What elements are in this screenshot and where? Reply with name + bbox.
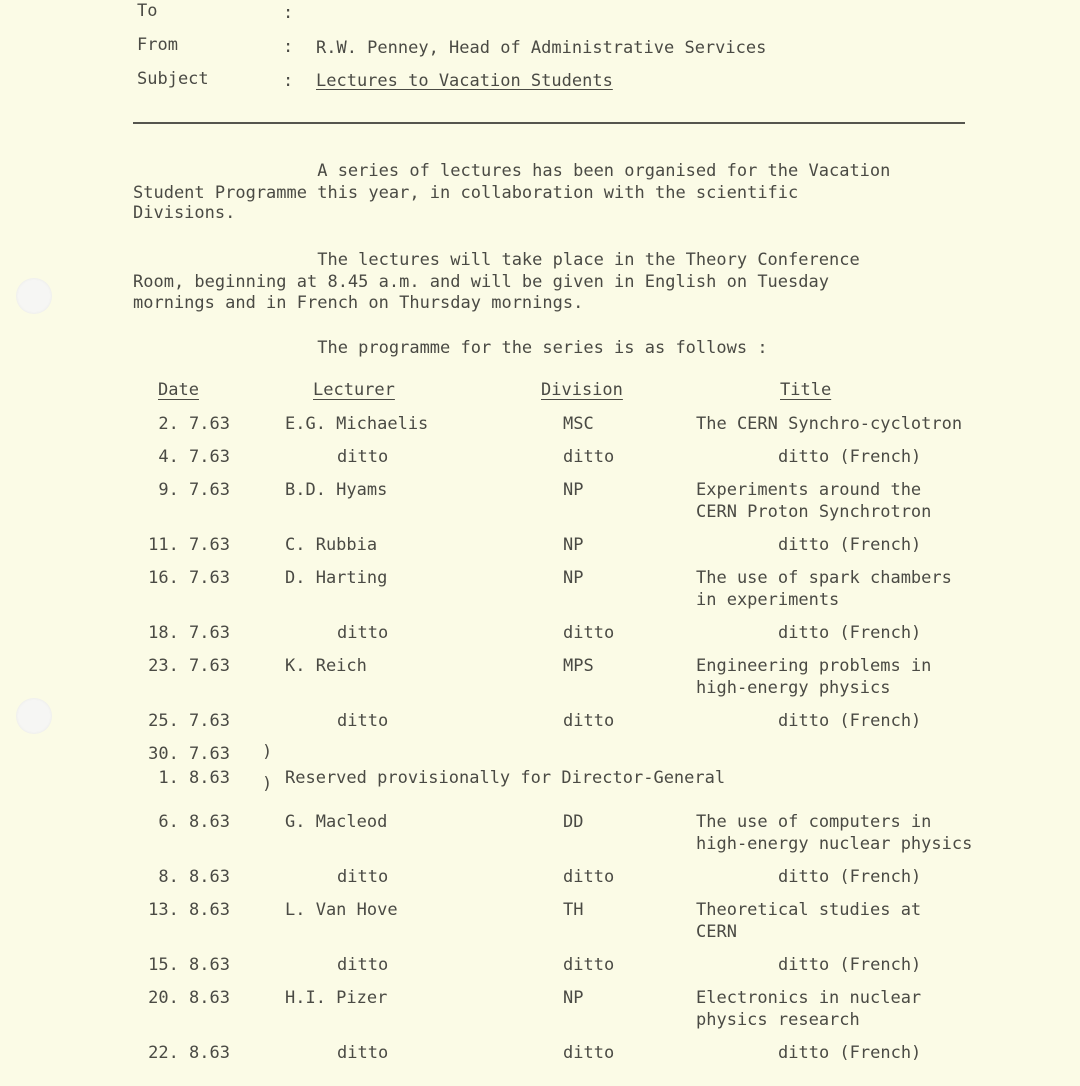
row-lecturer: D. Harting <box>285 568 388 588</box>
row-title: ditto (French) <box>778 711 922 731</box>
row-division: ditto <box>563 623 615 643</box>
row-title: The CERN Synchro-cyclotron <box>696 414 963 434</box>
para2-line2: Room, beginning at 8.45 a.m. and will be given in English on Tuesday <box>133 272 829 292</box>
row-date: 8. 8.63 <box>158 867 230 887</box>
row-division: DD <box>563 812 584 832</box>
row-division: ditto <box>563 955 615 975</box>
para3: The programme for the series is as follows : <box>133 338 768 358</box>
row-title: ditto (French) <box>778 623 922 643</box>
para2-line1: The lectures will take place in the Theory Conference <box>133 250 860 270</box>
row-title-cont: physics research <box>696 1010 860 1030</box>
row-lecturer: ditto <box>337 447 389 467</box>
row-division: TH <box>563 900 584 920</box>
row-title-cont: in experiments <box>696 590 840 610</box>
row-title: ditto (French) <box>778 447 922 467</box>
row-date: 1. 8.63 <box>158 768 230 788</box>
row-division: ditto <box>563 867 615 887</box>
row-lecturer: E.G. Michaelis <box>285 414 429 434</box>
para1-line3: Divisions. <box>133 203 236 223</box>
row-lecturer: G. Macleod <box>285 812 388 832</box>
row-lecturer: ditto <box>337 623 389 643</box>
row-date: 22. 8.63 <box>148 1043 230 1063</box>
row-date: 30. 7.63 <box>148 744 230 764</box>
row-date: 13. 8.63 <box>148 900 230 920</box>
from-value: R.W. Penney, Head of Administrative Services <box>316 38 767 58</box>
table-row <box>0 811 1080 855</box>
row-title-cont: high-energy physics <box>696 678 891 698</box>
para1-line2: Student Programme this year, in collaboration with the scientific <box>133 183 799 203</box>
row-lecturer: H.I. Pizer <box>285 988 388 1008</box>
header-division: Division <box>541 380 623 400</box>
row-division: ditto <box>563 447 615 467</box>
row-lecturer: ditto <box>337 867 389 887</box>
row-title: Theoretical studies at <box>696 900 922 920</box>
punch-hole-top <box>16 278 52 314</box>
row-date: 4. 7.63 <box>158 447 230 467</box>
row-title-cont: CERN <box>696 922 737 942</box>
row-title-cont: CERN Proton Synchrotron <box>696 502 932 522</box>
row-date: 9. 7.63 <box>158 480 230 500</box>
subject-colon: : <box>283 71 294 91</box>
table-row <box>0 479 1080 523</box>
row-title: The use of spark chambers <box>696 568 952 588</box>
header-lecturer: Lecturer <box>313 380 395 400</box>
row-title: Engineering problems in <box>696 656 932 676</box>
row-title: ditto (French) <box>778 955 922 975</box>
row-date: 23. 7.63 <box>148 656 230 676</box>
row-division: ditto <box>563 1043 615 1063</box>
header-title: Title <box>780 380 832 400</box>
row-date: 11. 7.63 <box>148 535 230 555</box>
to-label: To <box>137 1 158 21</box>
row-division: NP <box>563 568 584 588</box>
row-date: 16. 7.63 <box>148 568 230 588</box>
row-title: ditto (French) <box>778 535 922 555</box>
row-date: 15. 8.63 <box>148 955 230 975</box>
row-division: ditto <box>563 711 615 731</box>
row-title: ditto (French) <box>778 867 922 887</box>
row-date: 18. 7.63 <box>148 623 230 643</box>
row-lecturer: ditto <box>337 955 389 975</box>
header-divider <box>133 122 965 124</box>
row-date: 6. 8.63 <box>158 812 230 832</box>
table-row <box>0 899 1080 943</box>
row-division: NP <box>563 480 584 500</box>
bracket-close: ) <box>262 774 273 794</box>
row-lecturer: Reserved provisionally for Director-General <box>285 768 726 788</box>
para2-line3: mornings and in French on Thursday mornings. <box>133 293 584 313</box>
row-lecturer: C. Rubbia <box>285 535 378 555</box>
row-title: Experiments around the <box>696 480 922 500</box>
row-lecturer: B.D. Hyams <box>285 480 388 500</box>
row-division: MPS <box>563 656 594 676</box>
table-row <box>0 1042 1080 1086</box>
row-lecturer: L. Van Hove <box>285 900 398 920</box>
table-row <box>0 655 1080 699</box>
from-colon: : <box>283 37 294 57</box>
row-date: 25. 7.63 <box>148 711 230 731</box>
from-label: From <box>137 35 178 55</box>
row-title: Electronics in nuclear <box>696 988 922 1008</box>
para1-line1: A series of lectures has been organised for the Vacation <box>133 161 891 181</box>
row-lecturer: ditto <box>337 1043 389 1063</box>
bracket-open: ) <box>262 742 273 762</box>
subject-label: Subject <box>137 69 209 89</box>
to-colon: : <box>283 3 294 23</box>
row-lecturer: K. Reich <box>285 656 367 676</box>
row-division: NP <box>563 988 584 1008</box>
row-date: 20. 8.63 <box>148 988 230 1008</box>
row-lecturer: ditto <box>337 711 389 731</box>
row-title-cont: high-energy nuclear physics <box>696 834 973 854</box>
row-division: MSC <box>563 414 594 434</box>
table-row <box>0 987 1080 1031</box>
row-title: ditto (French) <box>778 1043 922 1063</box>
table-row <box>0 567 1080 611</box>
row-date: 2. 7.63 <box>158 414 230 434</box>
header-date: Date <box>158 380 199 400</box>
row-title: The use of computers in <box>696 812 932 832</box>
row-division: NP <box>563 535 584 555</box>
subject-value: Lectures to Vacation Students <box>316 71 613 91</box>
table-row <box>0 767 1080 811</box>
